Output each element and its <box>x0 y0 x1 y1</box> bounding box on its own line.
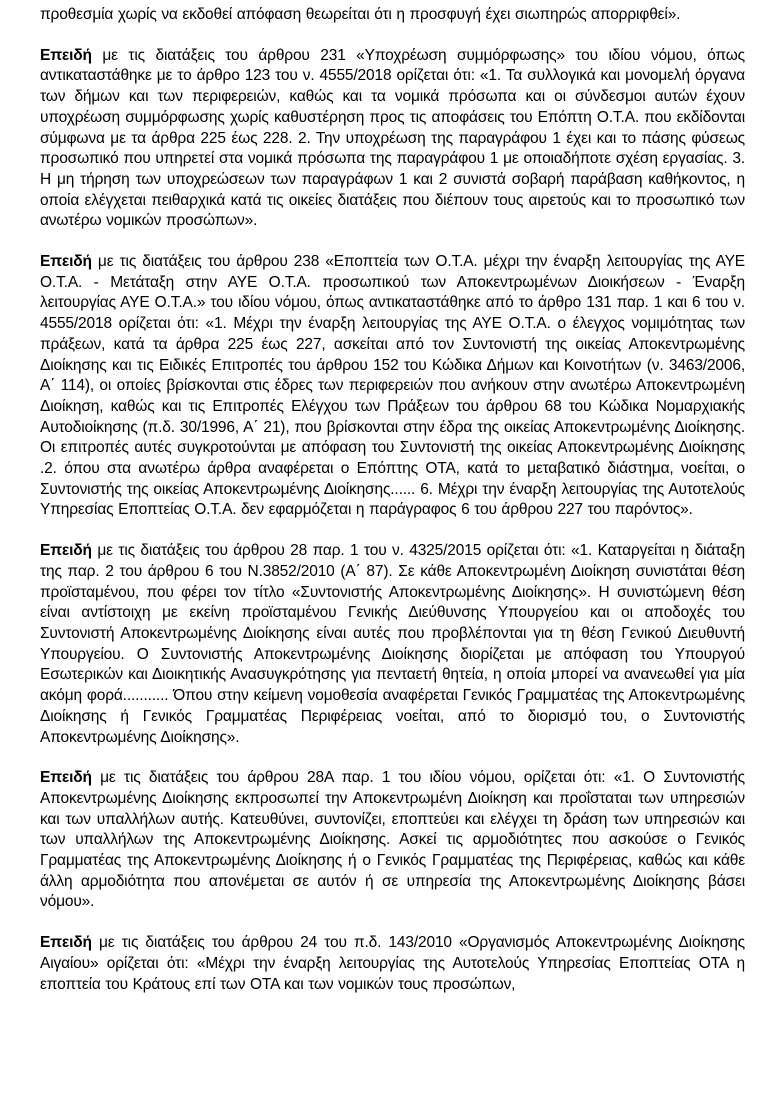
paragraph-text: με τις διατάξεις του άρθρου 238 «Εποπτεία των Ο.Τ.Α. μέχρι την έναρξη λειτουργίας της ΑΥΕ Ο.Τ.Α. - Μετάταξη στην ΑΥΕ Ο.Τ.Α. προσωπικού των Αποκεντρωμένων Διοικήσεων - Έναρξη λειτουργίας ΑΥΕ Ο.Τ.Α.» του ιδίου νόμου, όπως αντικαταστάθηκε από το άρθρο 131 παρ. 1 και 6 του ν. 4555/2018 ορίζεται ότι: «1. Μέχρι την έναρξη λειτουργίας της ΑΥΕ Ο.Τ.Α. ο έλεγχος νομιμότητας των πράξεων, κατά τα άρθρα 225 έως 227, ασκείται από τον Συντονιστή της οικείας Αποκεντρωμένης Διοίκησης και τις Ειδικές Επιτροπές του άρθρου 152 του Κώδικα Δήμων και Κοινοτήτων (ν. 3463/2006, Α΄ 114), οι οποίες βρίσκονται στις έδρες των περιφερειών που ανήκουν στην ανωτέρω Αποκεντρωμένη Διοίκηση, καθώς και τις Επιτροπές Ελέγχου των Πράξεων του άρθρου 68 του Κώδικα Νομαρχιακής Αυτοδιοίκησης (π.δ. 30/1996, Α΄ 21), που βρίσκονται στην έδρα της οικείας Αποκεντρωμένης Διοίκησης. Οι επιτροπές αυτές συγκροτούνται με απόφαση του Συντονιστή της οικείας Αποκεντρωμένης Διοίκησης .2. όπου στα ανωτέρω άρθρα αναφέρεται ο Επόπτης ΟΤΑ, κατά το μεταβατικό διάστημα, νοείται, ο Συντονιστής της οικείας Αποκεντρωμένης Διοίκησης...... 6. Μέχρι την έναρξη λειτουργίας της Αυτοτελούς Υπηρεσίας Εποπτείας Ο.Τ.Α. δεν εφαρμόζεται η παράγραφος 6 του άρθρου 227 του παρόντος». <box>40 253 745 519</box>
paragraph-text: με τις διατάξεις του άρθρου 24 του π.δ. 143/2010 «Οργανισμός Αποκεντρωμένης Διοίκησης Αιγαίου» ορίζεται ότι: «Μέχρι την έναρξη λειτουργίας της Αυτοτελούς Υπηρεσίας Εποπτείας ΟΤΑ η εποπτεία του Κράτους επί των ΟΤΑ και των νομικών τους προσώπων, <box>40 934 745 993</box>
paragraph-lead-epeidi: Επειδή <box>40 934 92 952</box>
paragraph-text: προθεσμία χωρίς να εκδοθεί απόφαση θεωρείται ότι η προσφυγή έχει σιωπηρώς απορριφθεί». <box>40 6 681 23</box>
paragraph-article-28A <box>40 768 745 913</box>
paragraph-lead-epeidi: Επειδή <box>40 46 92 64</box>
paragraph-article-231 <box>40 46 745 232</box>
paragraph-text: με τις διατάξεις του άρθρου 231 «Υποχρέωση συμμόρφωσης» του ιδίου νόμου, όπως αντικαταστάθηκε με το άρθρο 123 του ν. 4555/2018 ορίζεται ότι: «1. Τα συλλογικά και μονομελή όργανα των δήμων και των περιφερειών, καθώς και τα νομικά πρόσωπα και οι σύνδεσμοι αυτών έχουν υποχρέωση συμμόρφωσης χωρίς καθυστέρηση προς τις αποφάσεις του Επόπτη Ο.Τ.Α. που εκδίδονται σύμφωνα με τα άρθρα 225 έως 228. 2. Την υποχρέωση της παραγράφου 1 έχει και το πάσης φύσεως προσωπικό που υπηρετεί στα νομικά πρόσωπα της παραγράφου 1 με οποιαδήποτε σχέση εργασίας. 3. Η μη τήρηση των υποχρεώσεων των παραγράφων 1 και 2 συνιστά σοβαρή παράβαση καθήκοντος, η οποία ελέγχεται πειθαρχικά κατά τις οικείες διατάξεις που διέπουν τους αιρετούς και το προσωπικό των ανωτέρω νομικών προσώπων». <box>40 46 745 230</box>
paragraph-continuation <box>40 5 745 26</box>
paragraph-lead-epeidi: Επειδή <box>40 253 92 271</box>
paragraph-article-28 <box>40 541 745 748</box>
paragraph-article-238 <box>40 252 745 521</box>
paragraph-article-24 <box>40 933 745 995</box>
paragraph-lead-epeidi: Επειδή <box>40 542 92 560</box>
paragraph-text: με τις διατάξεις του άρθρου 28Α παρ. 1 του ιδίου νόμου, ορίζεται ότι: «1. Ο Συντονιστής Αποκεντρωμένης Διοίκησης εκπροσωπεί την Αποκεντρωμένη Διοίκηση και προΐσταται των υπηρεσιών και των υπαλλήλων αυτής. Κατευθύνει, συντονίζει, εποπτεύει και ελέγχει τη δράση των υπηρεσιών και των υπαλλήλων της Αποκεντρωμένης Διοίκησης. Ασκεί τις αρμοδιότητες που ασκούσε ο Γενικός Γραμματέας της Αποκεντρωμένης Διοίκησης ή ο Γενικός Γραμματέας της Περιφέρειας, καθώς και κάθε άλλη αρμοδιότητα που απονέμεται σε αυτόν ή σε υπηρεσία της Αποκεντρωμένης Διοίκησης βάσει νόμου». <box>40 769 745 911</box>
paragraph-lead-epeidi: Επειδή <box>40 769 92 787</box>
paragraph-text: με τις διατάξεις του άρθρου 28 παρ. 1 του ν. 4325/2015 ορίζεται ότι: «1. Καταργείται η διάταξη της παρ. 2 του άρθρου 6 του Ν.3852/2010 (Α΄ 87). Σε κάθε Αποκεντρωμένη Διοίκηση συνιστάται θέση προϊσταμένου, που φέρει τον τίτλο «Συντονιστής Αποκεντρωμένης Διοίκησης». Η συνιστώμενη θέση είναι αντίστοιχη με εκείνη προϊσταμένου Γενικής Διεύθυνσης Υπουργείου και οι αποδοχές του Συντονιστή Αποκεντρωμένης Διοίκησης είναι αυτές που προβλέπονται για τη θέση Γενικού Διευθυντή Υπουργείου. Ο Συντονιστής Αποκεντρωμένης Διοίκησης διορίζεται με απόφαση του Υπουργού Εσωτερικών και Διοικητικής Ανασυγκρότησης για πενταετή θητεία, η οποία μπορεί να ανανεωθεί για μία ακόμη φορά........... Όπου στην κείμενη νομοθεσία αναφέρεται Γενικός Γραμματέας της Αποκεντρωμένης Διοίκησης ή Γενικός Γραμματέας Περιφέρειας νοείται, από το διορισμό του, ο Συντονιστής Αποκεντρωμένης Διοίκησης». <box>40 542 745 746</box>
